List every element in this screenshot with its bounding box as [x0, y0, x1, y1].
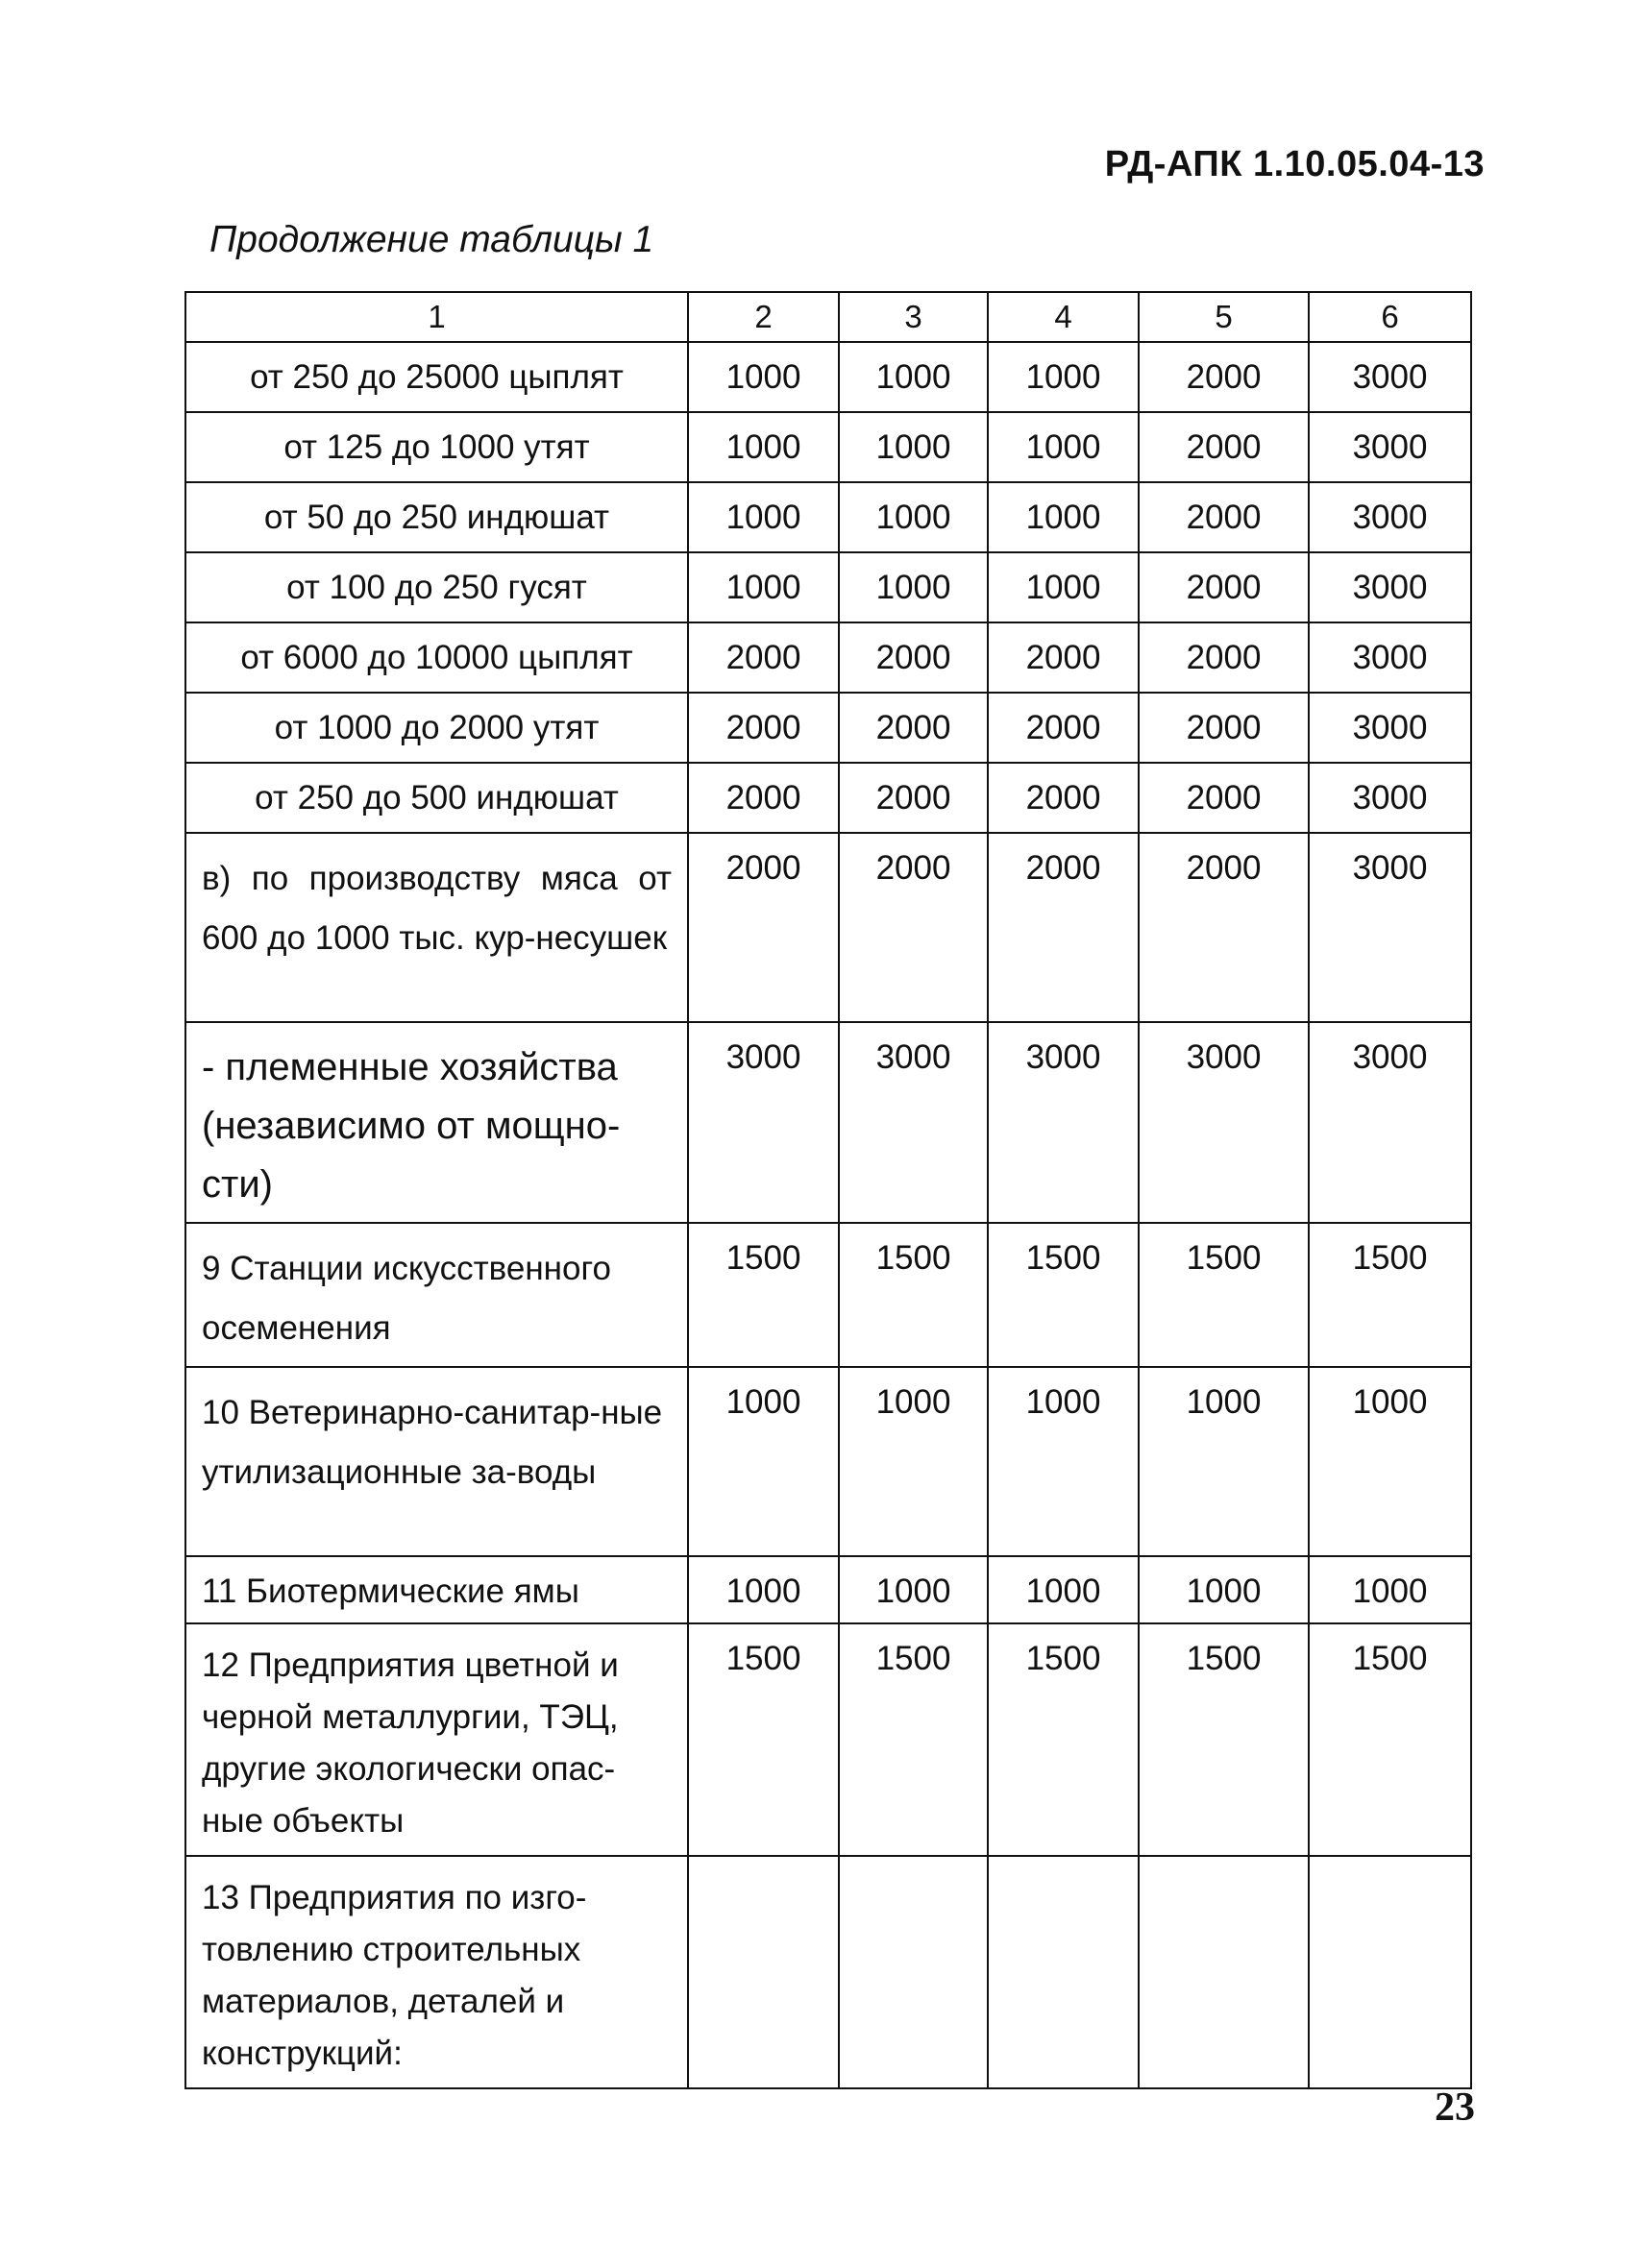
- table-cell: 1000: [839, 1556, 988, 1623]
- table-cell: 1000: [839, 412, 988, 482]
- table-cell: 2000: [839, 622, 988, 693]
- table-row: [185, 1022, 1471, 1223]
- table-cell: 1500: [688, 1223, 839, 1367]
- table-header-row: [185, 292, 1471, 342]
- table-cell: 2000: [839, 833, 988, 1022]
- table-cell: 3000: [1309, 1022, 1471, 1223]
- row-label: от 125 до 1000 утят: [185, 412, 688, 482]
- table-cell: 1500: [1139, 1623, 1309, 1856]
- table-cell: 2000: [688, 833, 839, 1022]
- table-caption: Продолжение таблицы 1: [209, 219, 654, 260]
- table-cell: 2000: [839, 763, 988, 833]
- table-row: [185, 833, 1471, 1022]
- table-cell: 2000: [1139, 552, 1309, 622]
- table-cell: 1500: [688, 1623, 839, 1856]
- table-cell: 2000: [988, 833, 1139, 1022]
- table-cell: 3000: [1309, 552, 1471, 622]
- table-cell: 1000: [688, 412, 839, 482]
- table-cell: 3000: [988, 1022, 1139, 1223]
- column-header: 3: [839, 292, 988, 342]
- table-cell: 2000: [988, 763, 1139, 833]
- table-row: [185, 482, 1471, 552]
- table-cell: 1500: [988, 1623, 1139, 1856]
- table-cell: 2000: [688, 693, 839, 763]
- table-cell: 1500: [1309, 1223, 1471, 1367]
- table-row: [185, 1367, 1471, 1556]
- table-cell: 1000: [988, 412, 1139, 482]
- row-label: от 6000 до 10000 цыплят: [185, 622, 688, 693]
- table-row: [185, 693, 1471, 763]
- table-cell: 2000: [1139, 833, 1309, 1022]
- table-cell: 1500: [839, 1623, 988, 1856]
- table-cell: 1000: [688, 342, 839, 412]
- document-code: РД-АПК 1.10.05.04-13: [1104, 144, 1485, 184]
- table-cell: 2000: [688, 763, 839, 833]
- column-header: 4: [988, 292, 1139, 342]
- table-cell: 3000: [1309, 763, 1471, 833]
- row-label: от 100 до 250 гусят: [185, 552, 688, 622]
- table-cell: 3000: [688, 1022, 839, 1223]
- column-header: 6: [1309, 292, 1471, 342]
- table-row: [185, 622, 1471, 693]
- table-cell: 1000: [988, 482, 1139, 552]
- table-cell: 3000: [1309, 482, 1471, 552]
- table-row: [185, 412, 1471, 482]
- table-cell: [988, 1856, 1139, 2088]
- row-label: 10 Ветеринарно-санитар-ные утилизационные за-воды: [185, 1367, 688, 1556]
- page-number: 23: [1435, 2085, 1475, 2130]
- table-cell: [839, 1856, 988, 2088]
- table-cell: 2000: [988, 622, 1139, 693]
- table-cell: 3000: [1309, 622, 1471, 693]
- table-cell: 2000: [1139, 342, 1309, 412]
- table-cell: 1000: [688, 552, 839, 622]
- table-cell: 1500: [1309, 1623, 1471, 1856]
- table-cell: 1000: [839, 482, 988, 552]
- table-row: [185, 1223, 1471, 1367]
- table-cell: 1000: [988, 552, 1139, 622]
- table-cell: 2000: [988, 693, 1139, 763]
- table-row: [185, 1556, 1471, 1623]
- table-cell: 1000: [1309, 1556, 1471, 1623]
- table-cell: 2000: [1139, 693, 1309, 763]
- table-cell: 1000: [1139, 1367, 1309, 1556]
- table-cell: 3000: [1139, 1022, 1309, 1223]
- row-label: в) по производству мяса от 600 до 1000 тыс. кур-несушек: [185, 833, 688, 1022]
- data-table: [184, 291, 1472, 2089]
- row-label: 12 Предприятия цветной и черной металлургии, ТЭЦ, другие экологически опас-ные объекты: [185, 1623, 688, 1856]
- row-label: от 250 до 25000 цыплят: [185, 342, 688, 412]
- table-cell: 3000: [1309, 693, 1471, 763]
- table-cell: 1500: [1139, 1223, 1309, 1367]
- table-cell: 2000: [1139, 763, 1309, 833]
- table-row: [185, 552, 1471, 622]
- table-cell: 1000: [688, 1556, 839, 1623]
- table-cell: 1500: [839, 1223, 988, 1367]
- column-header: 1: [185, 292, 688, 342]
- row-label: от 250 до 500 индюшат: [185, 763, 688, 833]
- table-cell: [1309, 1856, 1471, 2088]
- table-cell: 3000: [1309, 833, 1471, 1022]
- table-cell: 2000: [1139, 482, 1309, 552]
- table-cell: 1500: [988, 1223, 1139, 1367]
- table-row: [185, 1856, 1471, 2088]
- table-cell: 1000: [688, 1367, 839, 1556]
- table-cell: [1139, 1856, 1309, 2088]
- table-row: [185, 1623, 1471, 1856]
- table-cell: 1000: [839, 552, 988, 622]
- table-cell: 2000: [1139, 412, 1309, 482]
- table-cell: 1000: [839, 342, 988, 412]
- table-cell: 3000: [1309, 412, 1471, 482]
- row-label: от 1000 до 2000 утят: [185, 693, 688, 763]
- table-cell: 1000: [1309, 1367, 1471, 1556]
- row-label: 11 Биотермические ямы: [185, 1556, 688, 1623]
- table-cell: 1000: [839, 1367, 988, 1556]
- table-cell: 2000: [1139, 622, 1309, 693]
- table-cell: 3000: [1309, 342, 1471, 412]
- table-cell: 3000: [839, 1022, 988, 1223]
- table-cell: 2000: [839, 693, 988, 763]
- row-label: от 50 до 250 индюшат: [185, 482, 688, 552]
- table-row: [185, 763, 1471, 833]
- table-cell: 1000: [688, 482, 839, 552]
- table-cell: 1000: [988, 1367, 1139, 1556]
- table-cell: 2000: [688, 622, 839, 693]
- table-cell: 1000: [988, 342, 1139, 412]
- table-row: [185, 342, 1471, 412]
- table-cell: 1000: [1139, 1556, 1309, 1623]
- table-cell: 1000: [988, 1556, 1139, 1623]
- row-label: 9 Станции искусственного осеменения: [185, 1223, 688, 1367]
- row-label: - племенные хозяйства (независимо от мощно-сти): [185, 1022, 688, 1223]
- column-header: 5: [1139, 292, 1309, 342]
- column-header: 2: [688, 292, 839, 342]
- row-label: 13 Предприятия по изго-товлению строительных материалов, деталей и конструкций:: [185, 1856, 688, 2088]
- table-cell: [688, 1856, 839, 2088]
